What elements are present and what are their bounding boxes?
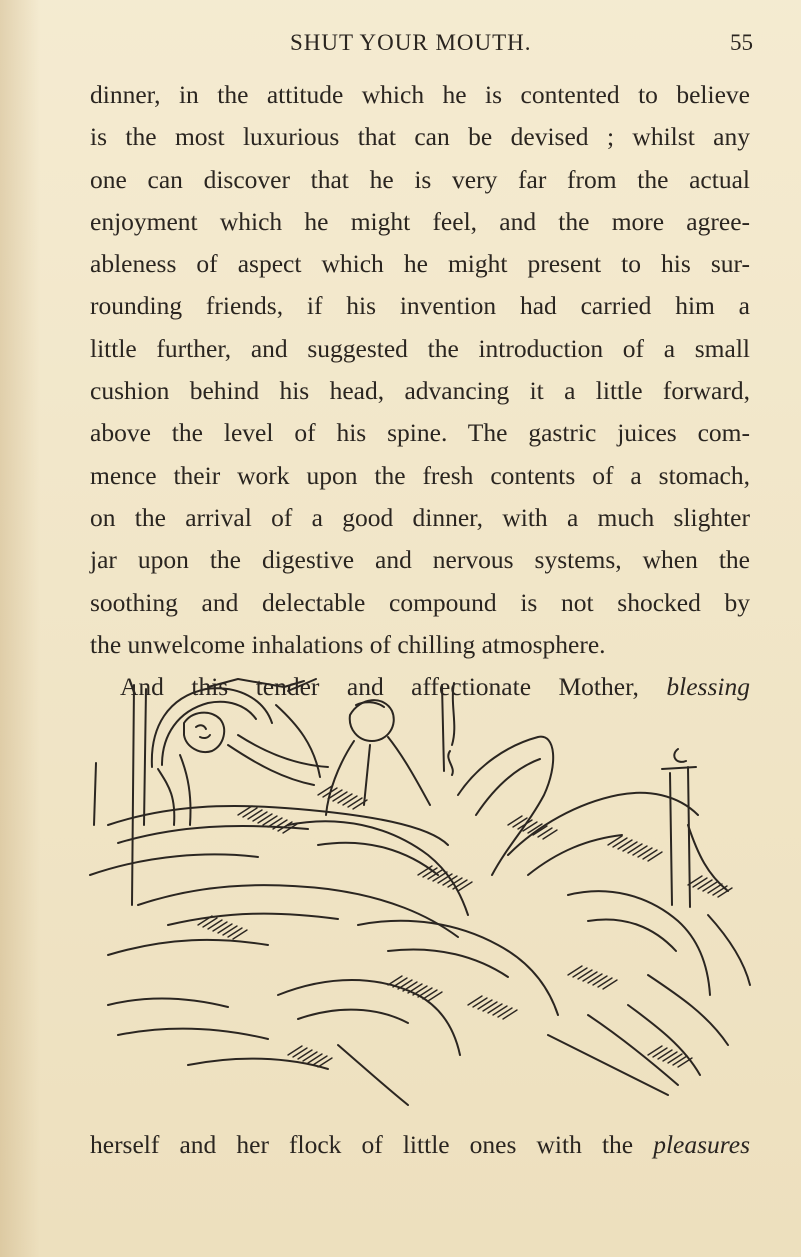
- blanket-fold: [648, 975, 728, 1045]
- ribbon-line: [208, 679, 304, 687]
- face-detail: [200, 735, 210, 738]
- hatching-stroke: [673, 1056, 687, 1065]
- blanket-fold: [548, 1035, 668, 1095]
- blanket-fold: [90, 854, 258, 875]
- hatching-stroke: [663, 1052, 677, 1061]
- hatching-stroke: [618, 840, 632, 849]
- hatching-stroke: [658, 1050, 672, 1059]
- blanket-fold: [168, 914, 338, 925]
- hatching-stroke: [638, 848, 652, 857]
- bonnet-outline: [162, 702, 256, 765]
- hatching-stroke: [543, 830, 557, 839]
- hanging-ornament: [448, 751, 453, 775]
- hatching-stroke: [583, 972, 597, 981]
- hatching-stroke: [633, 846, 647, 855]
- hatching-stroke: [253, 812, 267, 821]
- hatching-stroke: [603, 980, 617, 989]
- hatching-stroke: [493, 1006, 507, 1015]
- paragraph-text: herself and her flock of little ones with the: [90, 1130, 654, 1159]
- hatching-stroke: [473, 998, 487, 1007]
- hatching-stroke: [678, 1058, 692, 1067]
- text-line: cushion behind his head, advancing it a little forward,: [90, 376, 750, 406]
- hatching-stroke: [613, 838, 627, 847]
- hatching-stroke: [233, 930, 247, 939]
- hatching-stroke: [228, 928, 242, 937]
- blanket-fold: [138, 885, 458, 937]
- right-ornament: [674, 749, 686, 762]
- hatching-stroke: [668, 1054, 682, 1063]
- right-post-line: [688, 767, 690, 907]
- hatching-stroke: [388, 976, 402, 985]
- hatching-stroke: [648, 1046, 662, 1055]
- hatching-stroke: [698, 880, 712, 889]
- right-post-line: [662, 767, 696, 769]
- hatching-stroke: [308, 1054, 322, 1063]
- hatching-stroke: [258, 814, 272, 823]
- text-line: enjoyment which he might feel, and the more agree-: [90, 206, 750, 236]
- paragraph-text: And this tender and affectionate Mother,: [120, 672, 667, 702]
- hatching-stroke: [623, 842, 637, 851]
- hatching-stroke: [208, 920, 222, 929]
- hatching-stroke: [503, 1010, 517, 1019]
- blanket-fold: [628, 1005, 700, 1075]
- text-line: ableness of aspect which he might present to his sur-: [90, 249, 750, 279]
- hatching-stroke: [413, 986, 427, 995]
- hatching-stroke: [243, 808, 257, 817]
- hatching-stroke: [598, 978, 612, 987]
- blanket-fold: [458, 737, 553, 875]
- blanket-fold: [388, 949, 508, 977]
- hatching-stroke: [293, 1048, 307, 1057]
- hatching-stroke: [203, 918, 217, 927]
- shoulder-line: [158, 769, 174, 825]
- text-line: on the arrival of a good dinner, with a much slighter: [90, 502, 750, 532]
- italic-word: blessing: [666, 672, 750, 702]
- hatching-stroke: [343, 796, 357, 805]
- blanket-fold: [358, 921, 558, 1015]
- text-line: dinner, in the attitude which he is contented to believe: [90, 80, 750, 109]
- hatching-stroke: [498, 1008, 512, 1017]
- hatching-stroke: [263, 816, 277, 825]
- child-body: [364, 745, 370, 805]
- text-line: mence their work upon the fresh contents of a stomach,: [90, 460, 750, 490]
- hatching-stroke: [398, 980, 412, 989]
- text-line: above the level of his spine. The gastric juices com-: [90, 418, 750, 448]
- arm-line: [228, 745, 314, 785]
- hatching-stroke: [468, 996, 482, 1005]
- hatching-stroke: [303, 1052, 317, 1061]
- blanket-fold: [318, 843, 438, 875]
- shoulder-line: [180, 755, 191, 825]
- hatching-stroke: [573, 968, 587, 977]
- text-line: the unwelcome inhalations of chilling atmosphere.: [90, 629, 606, 659]
- face-detail: [196, 725, 206, 729]
- hatching-stroke: [458, 882, 472, 891]
- hatching-stroke: [478, 1000, 492, 1009]
- hatching-stroke: [708, 884, 722, 893]
- hatching-stroke: [423, 990, 437, 999]
- face-outline: [184, 713, 224, 752]
- hatching-stroke: [238, 806, 252, 815]
- curtain-line: [452, 683, 454, 745]
- text-line: is the most luxurious that can be devised ; whilst any: [90, 122, 750, 152]
- hatching-stroke: [648, 852, 662, 861]
- hatching-stroke: [213, 922, 227, 931]
- text-line: rounding friends, if his invention had carried him a: [90, 291, 750, 321]
- hatching-stroke: [298, 1050, 312, 1059]
- hatching-stroke: [588, 974, 602, 983]
- curtain-line: [442, 685, 444, 771]
- blanket-fold: [298, 1010, 408, 1023]
- blanket-fold: [568, 891, 710, 995]
- hatching-stroke: [318, 1058, 332, 1067]
- blanket-fold: [588, 919, 676, 951]
- chair-post-line: [144, 689, 146, 825]
- hatching-stroke: [418, 866, 432, 875]
- child-head: [350, 700, 394, 741]
- hatching-stroke: [643, 850, 657, 859]
- hatching-stroke: [268, 818, 282, 827]
- text-line-after-illustration: [90, 1124, 750, 1166]
- hatching-stroke: [653, 1048, 667, 1057]
- blanket-fold: [338, 1045, 408, 1105]
- bonnet-outline: [152, 688, 272, 767]
- italic-word: pleasures: [653, 1130, 750, 1159]
- hatching-stroke: [483, 1002, 497, 1011]
- blanket-fold: [708, 915, 750, 985]
- hatching-stroke: [693, 878, 707, 887]
- hatching-stroke: [348, 798, 362, 807]
- hatching-stroke: [428, 870, 442, 879]
- child-body: [326, 741, 354, 815]
- hatching-stroke: [488, 1004, 502, 1013]
- text-line: jar upon the digestive and nervous systems, when the: [90, 545, 750, 575]
- running-head: [0, 30, 801, 62]
- hatching-stroke: [713, 886, 727, 895]
- hatching-stroke: [288, 1046, 302, 1055]
- chair-post-line: [132, 685, 134, 905]
- blanket-fold: [188, 1059, 328, 1069]
- blanket-fold: [476, 759, 540, 815]
- hatching-stroke: [428, 992, 442, 1001]
- engraving-illustration-icon: [88, 675, 753, 1120]
- hatching-stroke: [508, 816, 522, 825]
- hatching-stroke: [593, 976, 607, 985]
- hatching-stroke: [313, 1056, 327, 1065]
- blanket-fold: [118, 826, 308, 843]
- right-post-line: [670, 773, 672, 905]
- hatching-stroke: [223, 926, 237, 935]
- text-line: soothing and delectable compound is not shocked by: [90, 587, 750, 617]
- hatching-stroke: [403, 982, 417, 991]
- hatching-stroke: [568, 966, 582, 975]
- hatching-stroke: [418, 988, 432, 997]
- hatching-stroke: [703, 882, 717, 891]
- blanket-fold: [288, 821, 468, 915]
- text-line: one can discover that he is very far from the actual: [90, 164, 750, 194]
- blanket-fold: [108, 998, 228, 1007]
- hatching-stroke: [578, 970, 592, 979]
- blanket-fold: [118, 1029, 268, 1039]
- hatching-stroke: [518, 820, 532, 829]
- page-number: 55: [730, 30, 753, 55]
- arm-line: [238, 735, 328, 767]
- hatching-stroke: [393, 978, 407, 987]
- hatching-stroke: [333, 792, 347, 801]
- hatching-stroke: [628, 844, 642, 853]
- chair-post-line: [94, 763, 96, 825]
- running-title: SHUT YOUR MOUTH.: [290, 30, 532, 55]
- blanket-fold: [108, 940, 268, 955]
- hatching-stroke: [218, 924, 232, 933]
- child-body: [388, 737, 430, 805]
- hatching-stroke: [408, 984, 422, 993]
- hatching-stroke: [248, 810, 262, 819]
- body-text: [90, 74, 750, 708]
- hatching-stroke: [338, 794, 352, 803]
- text-line: little further, and suggested the introduction of a small: [90, 333, 750, 363]
- blanket-fold: [528, 835, 622, 875]
